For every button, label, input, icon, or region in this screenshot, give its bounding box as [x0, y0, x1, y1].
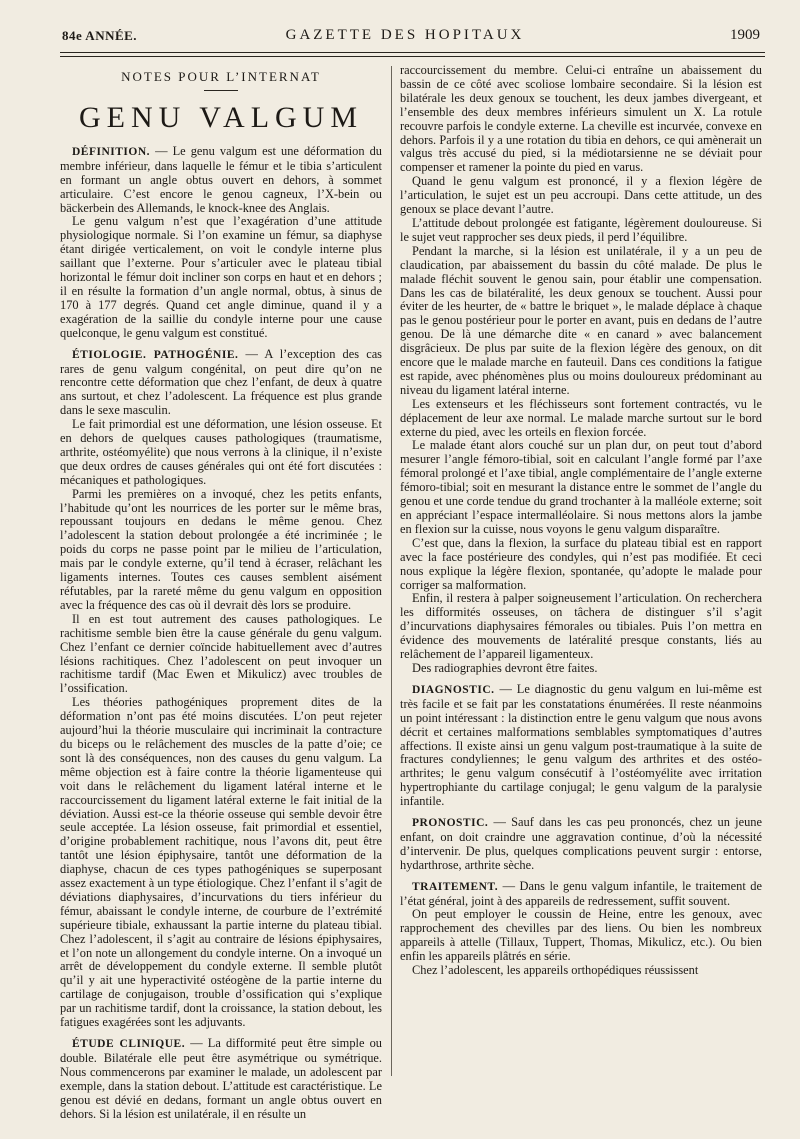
running-header [50, 24, 760, 50]
section-paragraph [400, 683, 762, 809]
year: 1909 [730, 27, 760, 43]
body-paragraph: C’est que, dans la flexion, la surface du plateau tibial est en rapport avec la face postérieure des condyles, qui n’est pas modifiée. Et ceci nous explique la légère flexion, spontanée, qu’adopte le malade pour corriger sa malformation. [400, 535, 762, 592]
section-text: — Dans le genu valgum infantile, le traitement de l’état général, joint à des appareils de redressement, suffit souvent. [400, 878, 762, 908]
section-paragraph [400, 816, 762, 873]
right-column [400, 64, 762, 978]
body-paragraph: Les théories pathogéniques proprement dites de la déformation n’ont pas été moins discutées. L’on peut rejeter aujourd’hui la théorie musculaire qui incriminait la contracture du biceps ou le relâchement des muscles de la patte d’oie; ce sont là des conséquences, non des causes du genu valgum. La même objection est à faire contre la théorie ligamenteuse qui voit dans le relâchement du ligament latéral interne et le raccourcissement du ligament latéral externe le fait initial de la déviation. Aussi est-ce la théorie osseuse qui semble devoir être seule acceptée. La lésion osseuse, fait primordial et essentiel, d’origine probablement rachitique, nous l’avons dit, peut être tantôt une lésion épiphysaire, tantôt une déformation de la diaphyse, chacun de ces types pathogéniques se superposant assez exactement à un type étiologique. Chez l’enfant il s’agit de déviations diaphysaires, d’incurvations du tiers inférieur du fémur, abaissant le condyle interne, de courbure de l’extrémité supérieure tibiale, exhaussant la partie interne du plateau tibial. Chez l’adolescent, il s’agit au contraire de lésions épiphysaires, et l’on note un allongement du condyle interne. On a invoqué un arrêt de développement du condyle externe. Il semble plutôt qu’il y ait une hyperactivité ostéogène de la partie interne du cartilage de conjugaison, trouble d’ossification qui s’explique par un rachitisme tardif, dont la croissance, la station debout, les fatigues exagérées sont les adjuvants. [60, 695, 382, 1030]
body-paragraph: Des radiographies devront être faites. [412, 660, 598, 675]
body-paragraph: Il en est tout autrement des causes pathologiques. Le rachitisme semble bien être la cause générale du genu valgum. Chez l’enfant ce dernier coïncide habituellement avec d’autres lésions rachitiques. Chez l’adolescent on peut invoquer un rachitisme tardif (Mac Ewen et Mikulicz) avec troubles de l’ossification. [60, 611, 382, 696]
body-paragraph: Chez l’adolescent, les appareils orthopédiques réussissent [412, 963, 699, 978]
section-text: — Sauf dans les cas peu prononcés, chez un jeune enfant, on doit craindre une aggravation continue, d’où la nécessité d’intervenir. De plus, quelques complications peuvent surgir : entorse, hydarthrose, arthrite sèche. [400, 815, 762, 872]
body-paragraph: Le genu valgum n’est que l’exagération d’une attitude physiologique normale. Si l’on examine un fémur, sa diaphyse étant dirigée verticalement, on voit le condyle interne plus saillant que l’externe. Pour s’articuler avec le plateau tibial horizontal le fémur doit incliner son corps en haut et en dehors ; il en résulte la formation d’un angle normal, obtus, à sinus de 170 à 177 degrés. Quand cet angle diminue, quand il y a exagération de la saillie du condyle interne pour une cause quelconque, le genu valgum est constitué. [60, 214, 382, 340]
journal-title: GAZETTE DES HOPITAUX [285, 27, 525, 43]
section-paragraph [60, 1037, 382, 1121]
section-label: TRAITEMENT. [412, 880, 499, 893]
body-paragraph: Quand le genu valgum est prononcé, il y a flexion légère de l’articulation, le sujet est un peu accroupi. Dans cette attitude, un des genoux se place devant l’autre. [400, 174, 762, 217]
section-paragraph [60, 145, 382, 216]
body-paragraph: Pendant la marche, si la lésion est unilatérale, il y a un peu de claudication, par abaissement du bassin du côté malade. De plus le malade fléchit souvent le genou sain, pour établir une compensation. Dans les cas de bilatéralité, les deux genoux se touchent. Aussi pour éviter de les heurter, de « battre le briquet », le malade déplace à chaque pas le genou postérieur pour le porter en avant, puis en dedans de l’autre genou. De là une démarche dite « en canard » avec balancement disgrâcieux. De plus par suite de la flexion légère des genoux, on dit encore que le malade marche en fauteuil. Dans ces conditions la fatigue est rapide, avec phénomènes plus ou moins douloureux prédominant au niveau du ligament latéral interne. [400, 243, 762, 397]
section-text: — Le genu valgum est une déformation du membre inférieur, dans laquelle le fémur et le tibia s’articulent en formant un angle obtus ouvert en dehors, à sommet articulaire. C’est encore le genou cagneux, l’X-bein ou bäckerbein des Allemands, le knock-knee des Anglais. [60, 143, 382, 215]
left-column [60, 64, 382, 1121]
section-label: DÉFINITION. [72, 145, 151, 158]
section-label: PRONOSTIC. [412, 817, 489, 830]
page-number: 84e ANNÉE. [62, 28, 138, 43]
article-kicker: NOTES POUR L’INTERNAT [121, 69, 321, 84]
body-paragraph: On peut employer le coussin de Heine, entre les genoux, avec rapprochement des chevilles par des liens. Ou bien les nombreux appareils à attelle (Tillaux, Tuppert, Thomas, Mikulicz, etc.). Ou bien enfin les appareils plâtrés en série. [400, 907, 762, 964]
body-paragraph: raccourcissement du membre. Celui-ci entraîne un abaissement du bassin de ce côté avec scoliose lombaire secondaire. Si la lésion est bilatérale les deux genoux se touchent, les deux jambes divergeant, et l’ensemble des deux membres inférieurs simulent un X. La rotule recouvre parfois le condyle externe. La cheville est incurvée, convexe en dehors. Parfois il y a une rotation du tibia en dehors, ce qui amènerait un valgus très accusé du pied, si la médiotarsienne ne se déviait pour compenser et ramener la pointe du pied en varus. [400, 63, 762, 175]
body-paragraph: L’attitude debout prolongée est fatigante, légèrement douloureuse. Si le sujet veut rapprocher ses deux pieds, il perd l’équilibre. [400, 215, 762, 244]
section-label: ÉTIOLOGIE. PATHOGÉNIE. [72, 348, 239, 361]
section-paragraph [400, 880, 762, 909]
body-paragraph: Les extenseurs et les fléchisseurs sont fortement contractés, vu le déplacement de leur axe normal. Le malade marche surtout sur le bord externe du pied, avec les orteils en flexion forcée. [400, 396, 762, 439]
section-label: ÉTUDE CLINIQUE. [72, 1038, 186, 1050]
column-divider [391, 66, 392, 1076]
section-label: DIAGNOSTIC. [412, 683, 495, 696]
header-rule-thin [60, 56, 765, 57]
section-paragraph [60, 348, 382, 419]
header-rule [60, 52, 765, 53]
body-paragraph: Le malade étant alors couché sur un plan dur, on peut tout d’abord mesurer l’angle fémoro-tibial, soit en calculant l’angle formé par l’axe fémoral prolongé et l’axe tibial, angle complémentaire de l’angle externe fémoro-tibial; soit en mesurant la distance entre le sommet de l’angle du genou et une corde tendue du grand trochanter à la malléole externe; soit en appréciant l’espace intermalléolaire. Si nous mettons alors la jambe en flexion sur la cuisse, nous voyons le genu valgum disparaître. [400, 438, 762, 536]
section-text: — Le diagnostic du genu valgum en lui-même est très facile et se fait par les constatations énumérées. Il reste néanmoins un point intéressant : la distinction entre le genu valgum que nous avons décrit et certaines malformations semblables symptomatiques d’autres affections. Il existe ainsi un genu valgum post-traumatique à la suite de fractures condyliennes; le genu valgum des arthrites et des ostéo-arthrites; le genu valgum consécutif à l’ostéomyélite avec irritation hypertrophiante du cartilage conjugal; le genu valgum de la paralysie infantile. [400, 681, 762, 809]
section-text: — La difformité peut être simple ou double. Bilatérale elle peut être asymétrique ou symétrique. Nous commencerons par examiner le malade, un adolescent par exemple, dans la station debout. L’attitude est caractéristique. Le genou est dévié en dedans, formant un angle obtus ouvert en dehors. Si la lésion est unilatérale, il en résulte un [60, 1036, 383, 1121]
body-paragraph: Le fait primordial est une déformation, une lésion osseuse. Et en dehors de quelques causes pathologiques (traumatisme, arthrite, ostéomyélite) que nous verrons à la clinique, il n’existe que deux ordres de causes générales qui ont été fort discutées : mécaniques et pathologiques. [60, 417, 382, 487]
body-paragraph: Parmi les premières on a invoqué, chez les petits enfants, l’habitude qu’ont les nourrices de les porter sur le même bras, repoussant toujours en dedans le même genou. Chez l’adolescent la station debout prolongée a été incriminée ; le poids du corps ne passe point par le milieu de l’articulation, mais par le condyle externe, qu’il tend à écraser, relâchant les ligaments internes. Toutes ces causes semblent aisément réfutables, par la rareté même du genu valgum en opposition avec la fréquence des cas où il devrait dès lors se produire. [60, 486, 382, 612]
article-title: GENU VALGUM [78, 100, 364, 134]
body-paragraph: Enfin, il restera à palper soigneusement l’articulation. On recherchera les difformités osseuses, on tâchera de distinguer s’il s’agit d’incurvations diaphysaires fémorales ou tibiales. Puis l’on mettra en évidence des mouvements de latéralité presque constants, liés au relâchement de l’appareil ligamenteux. [400, 591, 762, 662]
kicker-rule [204, 90, 238, 91]
section-text: — A l’exception des cas rares de genu valgum congénital, on peut dire qu’on ne rencontre cette déformation que chez l’enfant, de deux à quatre ans surtout, et chez l’adolescent. La fréquence est plus grande dans le sexe masculin. [60, 346, 383, 418]
